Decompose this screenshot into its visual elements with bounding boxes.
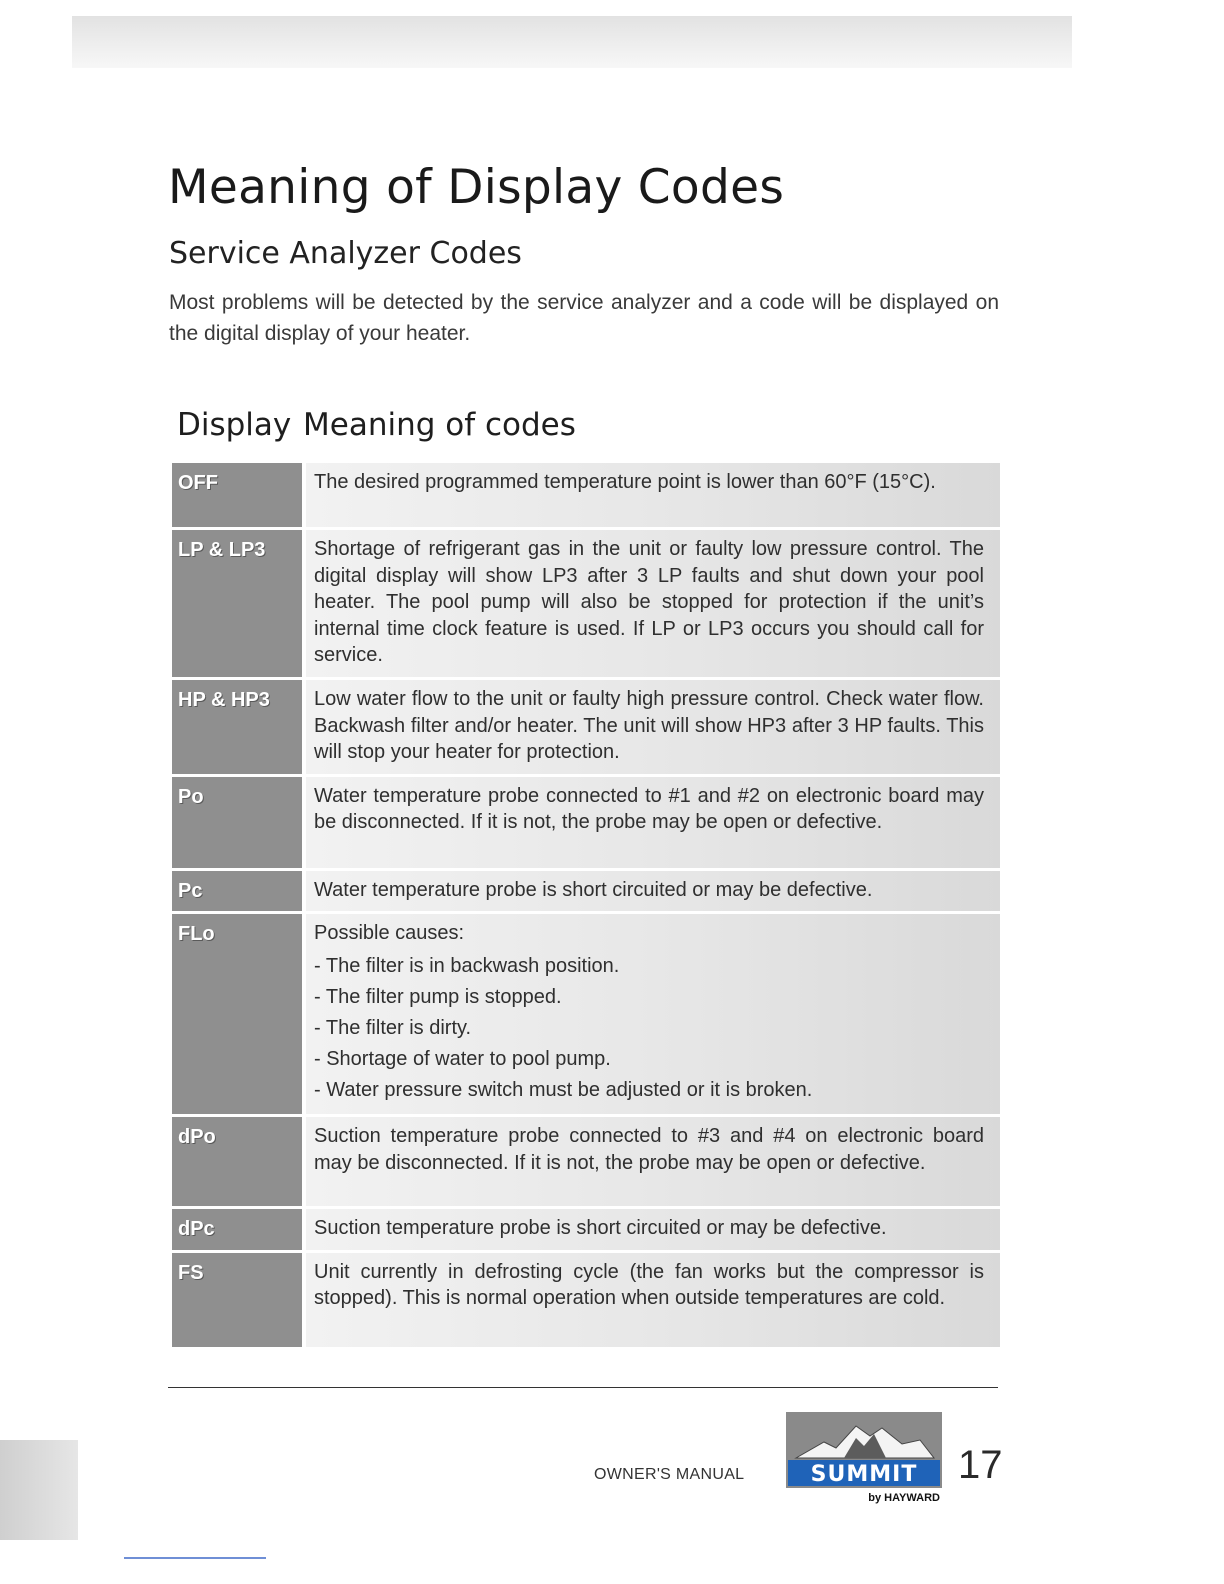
meaning-cell: The desired programmed temperature point is lower than 60°F (15°C). xyxy=(306,463,1000,527)
scan-corner-shadow xyxy=(0,1440,78,1540)
code-cell: HP & HP3 xyxy=(172,680,306,774)
summit-logo xyxy=(786,1412,942,1504)
list-item: - Shortage of water to pool pump. xyxy=(314,1044,984,1075)
list-item: - The filter pump is stopped. xyxy=(314,982,984,1013)
logo-byline: by HAYWARD xyxy=(868,1492,940,1504)
table-row xyxy=(172,1209,1000,1250)
list-item: - Water pressure switch must be adjusted or it is broken. xyxy=(314,1075,984,1106)
code-cell: OFF xyxy=(172,463,306,527)
code-cell: dPc xyxy=(172,1209,306,1250)
meaning-cell: Unit currently in defrosting cycle (the fan works but the compressor is stopped). This is normal operation when outside temperatures are cold. xyxy=(306,1253,1000,1347)
list-item: - The filter is in backwash position. xyxy=(314,951,984,982)
code-cell: Pc xyxy=(172,871,306,912)
meaning-cell: Low water flow to the unit or faulty high pressure control. Check water flow. Backwash filter and/or heater. The unit will show HP3 after 3 HP faults. This will stop your heater for protection. xyxy=(306,680,1000,774)
possible-causes-heading: Possible causes: xyxy=(314,922,465,945)
logo-wordmark: SUMMIT xyxy=(810,1462,918,1487)
table-row xyxy=(172,680,1000,774)
meaning-cell: Water temperature probe connected to #1 and #2 on electronic board may be disconnected. If it is not, the probe may be open or defective. xyxy=(306,777,1000,868)
footer-manual-label: OWNER'S MANUAL xyxy=(594,1466,745,1483)
meaning-cell: Suction temperature probe connected to #3 and #4 on electronic board may be disconnected. If it is not, the probe may be open or defective. xyxy=(306,1117,1000,1206)
code-cell: FLo xyxy=(172,914,306,1114)
table-row xyxy=(172,1117,1000,1206)
table-row xyxy=(172,1253,1000,1347)
scan-header-band xyxy=(72,16,1072,68)
table-row xyxy=(172,914,1000,1114)
page-subtitle: Service Analyzer Codes xyxy=(169,236,522,271)
causes-list xyxy=(314,951,984,1106)
code-cell: dPo xyxy=(172,1117,306,1206)
meaning-cell: Water temperature probe is short circuited or may be defective. xyxy=(306,871,1000,912)
intro-paragraph: Most problems will be detected by the service analyzer and a code will be displayed on the digital display of your heater. xyxy=(169,291,999,345)
table-row xyxy=(172,871,1000,912)
code-cell: FS xyxy=(172,1253,306,1347)
table-row xyxy=(172,777,1000,868)
meaning-cell: Shortage of refrigerant gas in the unit or faulty low pressure control. The digital display will show LP3 after 3 LP faults and shut down your pool heater. The pool pump will also be stopped for protection if the unit’s internal time clock feature is used. If LP or LP3 occurs you should call for service. xyxy=(306,530,1000,677)
column-header-meaning: Meaning of codes xyxy=(303,407,576,443)
page-title: Meaning of Display Codes xyxy=(168,160,785,215)
table-row xyxy=(172,463,1000,527)
display-codes-table xyxy=(172,460,1000,1350)
table-row xyxy=(172,530,1000,677)
meaning-cell: Suction temperature probe is short circuited or may be defective. xyxy=(306,1209,1000,1250)
footer-divider xyxy=(168,1387,998,1388)
meaning-cell xyxy=(306,914,1000,1114)
code-cell: LP & LP3 xyxy=(172,530,306,677)
page-number: 17 xyxy=(958,1443,1003,1487)
column-header-display: Display xyxy=(177,407,292,443)
code-cell: Po xyxy=(172,777,306,868)
list-item: - The filter is dirty. xyxy=(314,1013,984,1044)
scan-edge-mark xyxy=(124,1557,266,1559)
